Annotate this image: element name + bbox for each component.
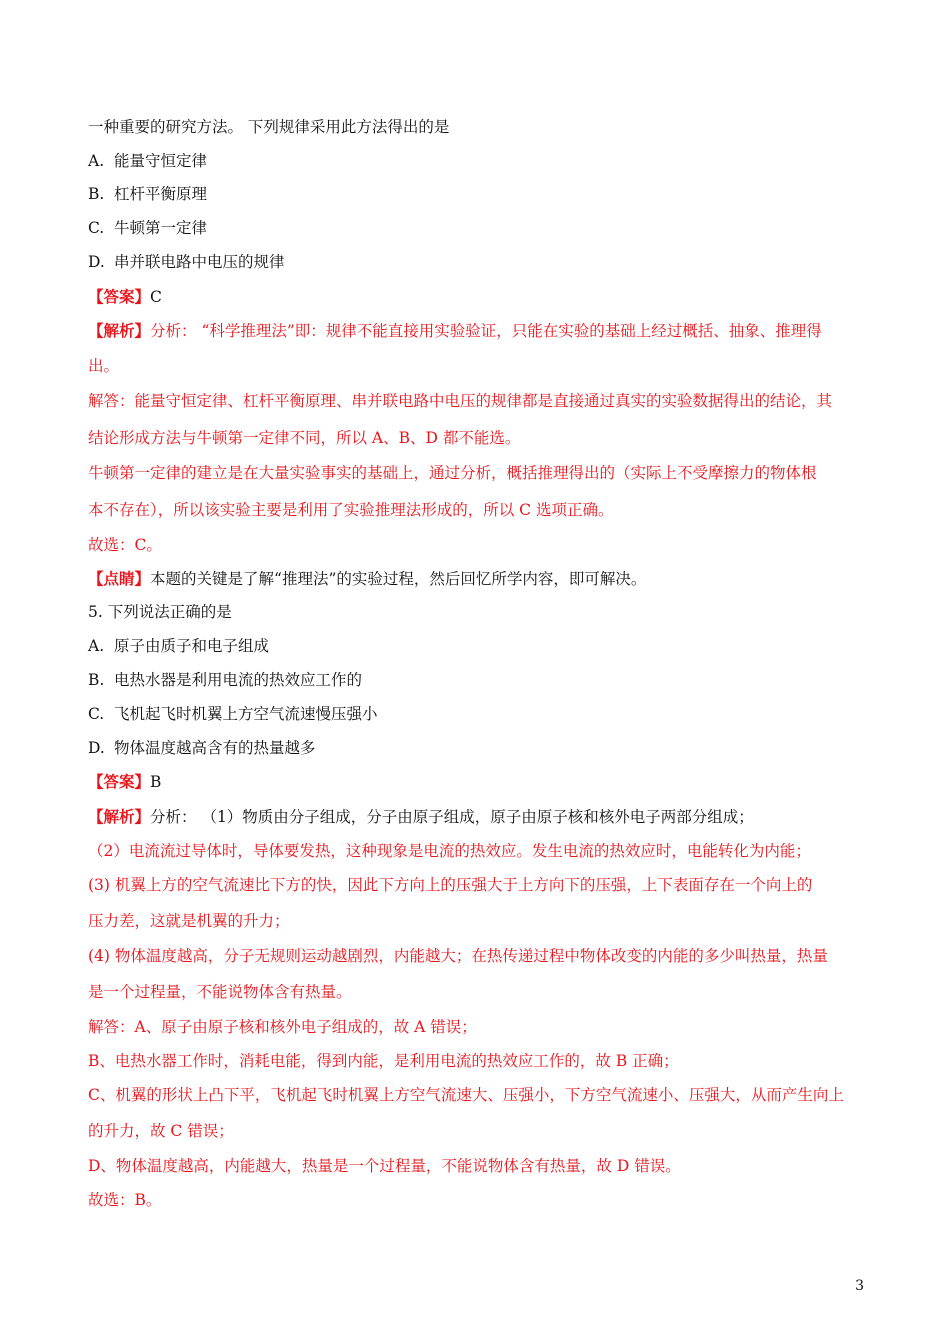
question-stem: 一种重要的研究方法。 下列规律采用此方法得出的是 <box>88 118 450 136</box>
answer-value: C <box>150 288 162 306</box>
analysis-line: 牛顿第一定律的建立是在大量实验事实的基础上，通过分析，概括推理得出的（实际上不受摩擦力的物体根 <box>88 464 817 482</box>
analysis-tag: 【解析】 <box>88 807 151 826</box>
answer-value: B <box>150 773 162 791</box>
option-text: 杠杆平衡原理 <box>114 185 208 203</box>
answer-tag: 【答案】 <box>88 772 151 791</box>
analysis-text: 分析： （1）物质由分子组成，分子由原子组成，原子由原子核和核外电子两部分组成； <box>150 808 754 826</box>
analysis-line: (4) 物体温度越高，分子无规则运动越剧烈，内能越大；在热传递过程中物体改变的内能的多少叫热量，热量 <box>88 947 828 965</box>
option-letter: A. <box>88 152 105 170</box>
comment-text: 本题的关键是了解“推理法”的实验过程，然后回忆所学内容，即可解决。 <box>150 570 647 588</box>
analysis-line: 故选：C。 <box>88 536 162 554</box>
option-c <box>88 703 868 725</box>
analysis-line <box>88 806 868 828</box>
option-c <box>88 217 868 239</box>
analysis-text: 分析： “科学推理法”即：规律不能直接用实验验证，只能在实验的基础上经过概括、抽象、推理得 <box>150 322 822 340</box>
analysis-line: 故选：B。 <box>88 1191 162 1209</box>
analysis-line: 压力差，这就是机翼的升力； <box>88 912 290 930</box>
option-b <box>88 183 868 205</box>
option-text: 串并联电路中电压的规律 <box>114 253 285 271</box>
option-text: 物体温度越高含有的热量越多 <box>114 739 316 757</box>
analysis-line <box>88 320 868 342</box>
option-text: 牛顿第一定律 <box>114 219 208 237</box>
analysis-line: 解答：A、原子由原子核和核外电子组成的，故 A 错误； <box>88 1018 477 1036</box>
option-text: 飞机起飞时机翼上方空气流速慢压强小 <box>114 705 378 723</box>
answer-line <box>88 286 868 308</box>
answer-line <box>88 771 868 793</box>
option-letter: B. <box>88 671 105 689</box>
analysis-line: (3) 机翼上方的空气流速比下方的快，因此下方向上的压强大于上方向下的压强，上下表面存在一个向上的 <box>88 876 813 894</box>
analysis-tag: 【解析】 <box>88 321 151 340</box>
option-text: 能量守恒定律 <box>114 152 208 170</box>
option-a <box>88 150 868 172</box>
option-letter: C. <box>88 705 105 723</box>
option-b <box>88 669 868 691</box>
comment-line <box>88 568 868 590</box>
analysis-line: 出。 <box>88 357 120 375</box>
analysis-line: 是一个过程量，不能说物体含有热量。 <box>88 983 352 1001</box>
answer-tag: 【答案】 <box>88 287 151 306</box>
analysis-line: （2）电流流过导体时，导体要发热，这种现象是电流的热效应。发生电流的热效应时，电能转化为内能； <box>88 842 811 860</box>
option-letter: D. <box>88 253 105 271</box>
analysis-line: 本不存在），所以该实验主要是利用了实验推理法形成的，所以 C 选项正确。 <box>88 501 614 519</box>
question-stem: 5. 下列说法正确的是 <box>88 603 232 621</box>
comment-tag: 【点睛】 <box>88 569 151 588</box>
option-letter: A. <box>88 637 105 655</box>
analysis-line: B、电热水器工作时，消耗电能，得到内能，是利用电流的热效应工作的，故 B 正确； <box>88 1052 679 1070</box>
option-text: 原子由质子和电子组成 <box>114 637 270 655</box>
option-a <box>88 635 868 657</box>
page-number: 3 <box>855 1278 864 1294</box>
option-text: 电热水器是利用电流的热效应工作的 <box>114 671 363 689</box>
analysis-line: D、物体温度越高，内能越大，热量是一个过程量，不能说物体含有热量，故 D 错误。 <box>88 1157 681 1175</box>
analysis-line: 解答：能量守恒定律、杠杆平衡原理、串并联电路中电压的规律都是直接通过真实的实验数据得出的结论，其 <box>88 392 833 410</box>
option-letter: C. <box>88 219 105 237</box>
option-d <box>88 737 868 759</box>
option-letter: B. <box>88 185 105 203</box>
analysis-line: 结论形成方法与牛顿第一定律不同，所以 A、B、D 都不能选。 <box>88 429 521 447</box>
option-d <box>88 251 868 273</box>
analysis-line: 的升力，故 C 错误； <box>88 1122 234 1140</box>
option-letter: D. <box>88 739 105 757</box>
analysis-line: C、机翼的形状上凸下平，飞机起飞时机翼上方空气流速大、压强小，下方空气流速小、压强大，从而产生向上 <box>88 1086 844 1104</box>
